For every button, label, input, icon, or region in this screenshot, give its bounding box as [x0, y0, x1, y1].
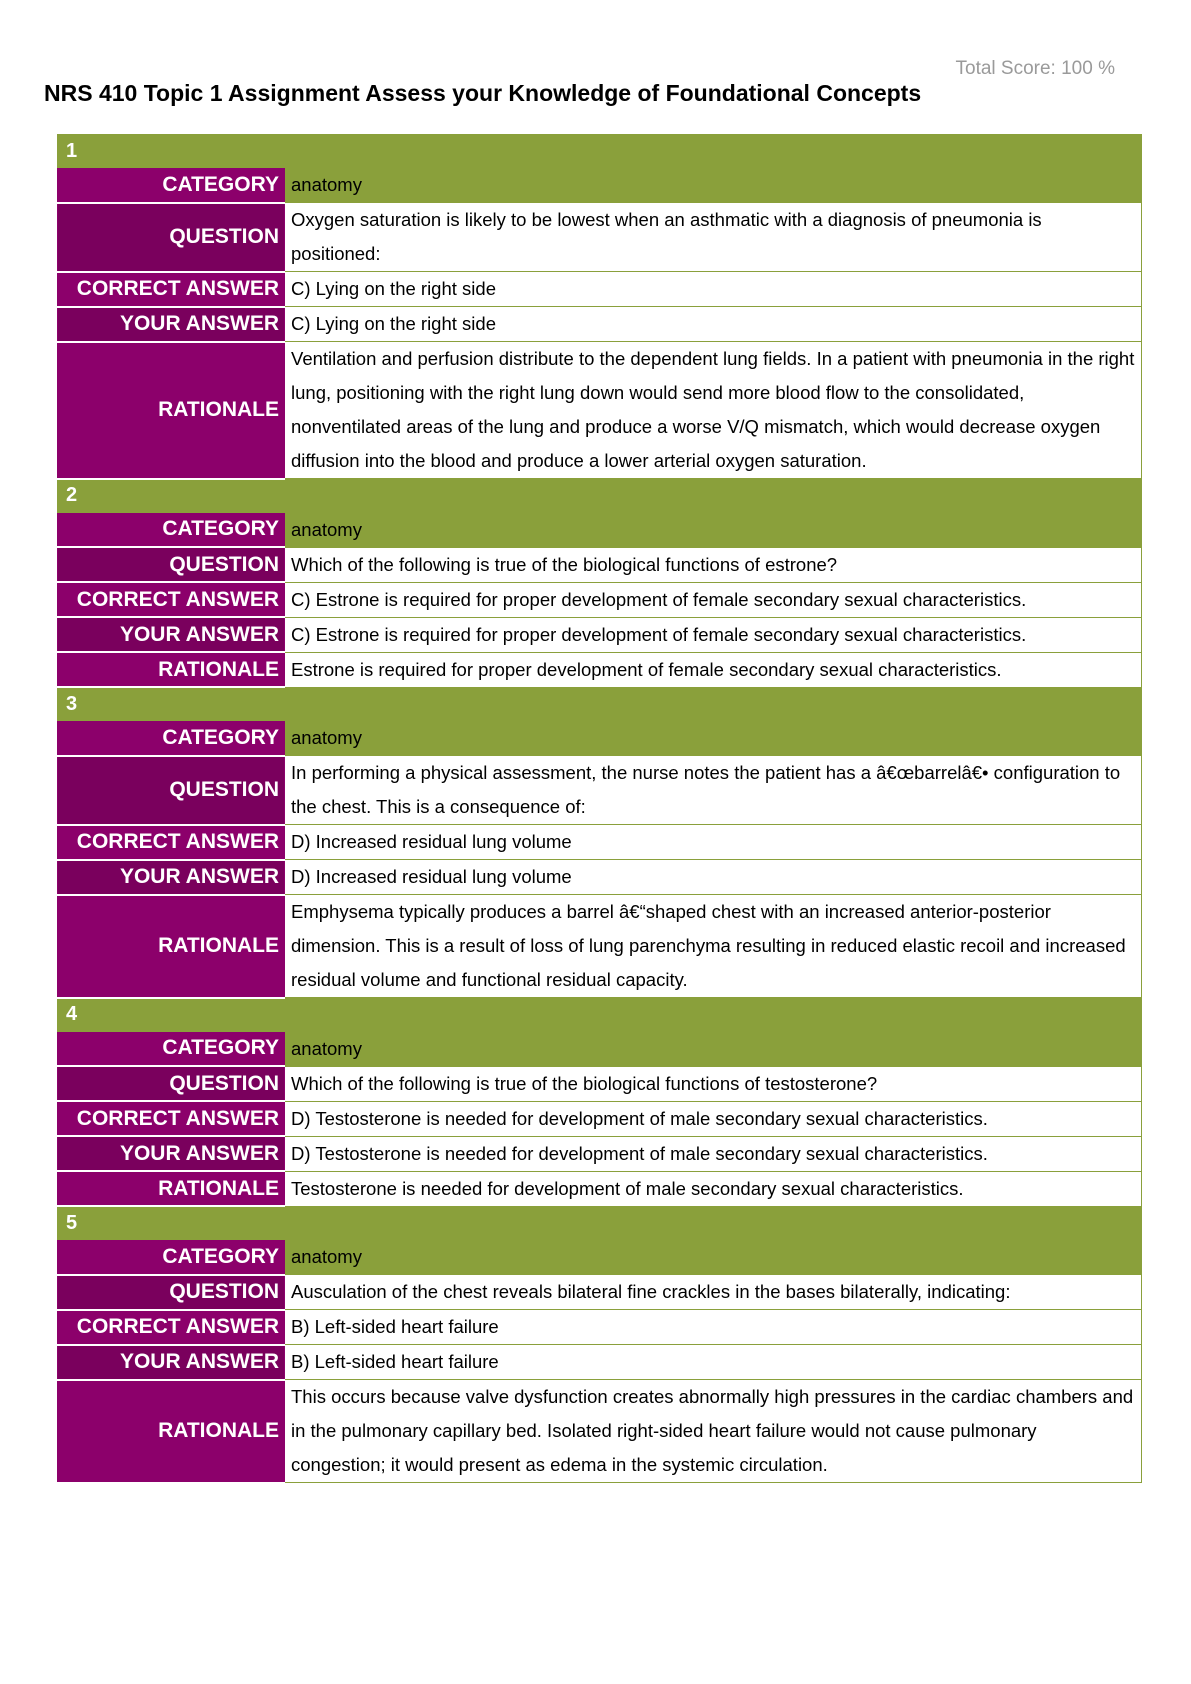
your-answer-value: B) Left-sided heart failure: [285, 1345, 1142, 1380]
correct-answer-value: B) Left-sided heart failure: [285, 1310, 1142, 1345]
your-answer-label: YOUR ANSWER: [58, 307, 285, 342]
question-row: [58, 1066, 1142, 1101]
correct-answer-value: C) Estrone is required for proper development of female secondary sexual characteristics.: [285, 582, 1142, 617]
rationale-label: RATIONALE: [58, 895, 285, 998]
rationale-label: RATIONALE: [58, 342, 285, 479]
rationale-text: Testosterone is needed for development of male secondary sexual characteristics.: [285, 1171, 1142, 1206]
your-answer-label: YOUR ANSWER: [58, 1136, 285, 1171]
question-number-row: [58, 1206, 1142, 1240]
question-text: Which of the following is true of the biological functions of estrone?: [285, 547, 1142, 582]
your-answer-row: [58, 1136, 1142, 1171]
your-answer-value: C) Estrone is required for proper development of female secondary sexual characteristics.: [285, 617, 1142, 652]
your-answer-label: YOUR ANSWER: [58, 617, 285, 652]
your-answer-value: D) Increased residual lung volume: [285, 860, 1142, 895]
question-text: In performing a physical assessment, the nurse notes the patient has a â€œbarrelâ€• configuration to the chest. This is a consequence of:: [285, 756, 1142, 825]
correct-answer-value: C) Lying on the right side: [285, 272, 1142, 307]
question-number: 5: [58, 1206, 1142, 1240]
your-answer-row: [58, 860, 1142, 895]
question-text: Which of the following is true of the biological functions of testosterone?: [285, 1066, 1142, 1101]
category-label: CATEGORY: [58, 721, 285, 756]
question-number: 2: [58, 479, 1142, 513]
rationale-label: RATIONALE: [58, 1380, 285, 1483]
category-row: [58, 512, 1142, 547]
question-number: 3: [58, 687, 1142, 721]
question-row: [58, 1275, 1142, 1310]
rationale-row: [58, 1171, 1142, 1206]
category-value: anatomy: [285, 1240, 1142, 1275]
correct-answer-row: [58, 825, 1142, 860]
correct-answer-label: CORRECT ANSWER: [58, 1101, 285, 1136]
correct-answer-row: [58, 1310, 1142, 1345]
question-label: QUESTION: [58, 547, 285, 582]
your-answer-label: YOUR ANSWER: [58, 1345, 285, 1380]
rationale-text: Emphysema typically produces a barrel â€“shaped chest with an increased anterior-posterior dimension. This is a result of loss of lung parenchyma resulting in reduced elastic recoil and increased residual volume and functional residual capacity.: [285, 895, 1142, 998]
rationale-row: [58, 342, 1142, 479]
category-row: [58, 1031, 1142, 1066]
category-label: CATEGORY: [58, 512, 285, 547]
question-text: Ausculation of the chest reveals bilateral fine crackles in the bases bilaterally, indicating:: [285, 1275, 1142, 1310]
correct-answer-row: [58, 582, 1142, 617]
question-number-row: [58, 479, 1142, 513]
question-number: 4: [58, 998, 1142, 1032]
rationale-text: Ventilation and perfusion distribute to the dependent lung fields. In a patient with pneumonia in the right lung, positioning with the right lung down would send more blood flow to the consolidated, nonventilated areas of the lung and produce a worse V/Q mismatch, which would decrease oxygen diffusion into the blood and produce a lower arterial oxygen saturation.: [285, 342, 1142, 479]
your-answer-value: C) Lying on the right side: [285, 307, 1142, 342]
question-text: Oxygen saturation is likely to be lowest when an asthmatic with a diagnosis of pneumonia is positioned:: [285, 203, 1142, 272]
correct-answer-label: CORRECT ANSWER: [58, 272, 285, 307]
page-title: NRS 410 Topic 1 Assignment Assess your Knowledge of Foundational Concepts: [44, 80, 922, 106]
correct-answer-value: D) Increased residual lung volume: [285, 825, 1142, 860]
question-label: QUESTION: [58, 203, 285, 272]
question-table: [57, 134, 1142, 1484]
total-score: Total Score: 100 %: [955, 58, 1115, 79]
rationale-row: [58, 1380, 1142, 1483]
your-answer-row: [58, 1345, 1142, 1380]
category-value: anatomy: [285, 168, 1142, 203]
correct-answer-row: [58, 272, 1142, 307]
category-row: [58, 168, 1142, 203]
category-value: anatomy: [285, 721, 1142, 756]
category-label: CATEGORY: [58, 1240, 285, 1275]
question-row: [58, 547, 1142, 582]
your-answer-value: D) Testosterone is needed for development of male secondary sexual characteristics.: [285, 1136, 1142, 1171]
question-label: QUESTION: [58, 1275, 285, 1310]
correct-answer-row: [58, 1101, 1142, 1136]
question-number-row: [58, 135, 1142, 168]
rationale-label: RATIONALE: [58, 652, 285, 687]
question-label: QUESTION: [58, 1066, 285, 1101]
rationale-label: RATIONALE: [58, 1171, 285, 1206]
your-answer-row: [58, 617, 1142, 652]
question-number: 1: [58, 135, 1142, 168]
rationale-text: This occurs because valve dysfunction creates abnormally high pressures in the cardiac chambers and in the pulmonary capillary bed. Isolated right-sided heart failure would not cause pulmonary congestion; it would present as edema in the systemic circulation.: [285, 1380, 1142, 1483]
rationale-row: [58, 895, 1142, 998]
your-answer-label: YOUR ANSWER: [58, 860, 285, 895]
category-row: [58, 1240, 1142, 1275]
category-row: [58, 721, 1142, 756]
correct-answer-label: CORRECT ANSWER: [58, 1310, 285, 1345]
your-answer-row: [58, 307, 1142, 342]
question-row: [58, 756, 1142, 825]
question-label: QUESTION: [58, 756, 285, 825]
rationale-text: Estrone is required for proper development of female secondary sexual characteristics.: [285, 652, 1142, 687]
rationale-row: [58, 652, 1142, 687]
category-label: CATEGORY: [58, 1031, 285, 1066]
correct-answer-label: CORRECT ANSWER: [58, 825, 285, 860]
category-value: anatomy: [285, 512, 1142, 547]
question-row: [58, 203, 1142, 272]
category-label: CATEGORY: [58, 168, 285, 203]
question-number-row: [58, 998, 1142, 1032]
correct-answer-label: CORRECT ANSWER: [58, 582, 285, 617]
correct-answer-value: D) Testosterone is needed for development of male secondary sexual characteristics.: [285, 1101, 1142, 1136]
category-value: anatomy: [285, 1031, 1142, 1066]
question-number-row: [58, 687, 1142, 721]
